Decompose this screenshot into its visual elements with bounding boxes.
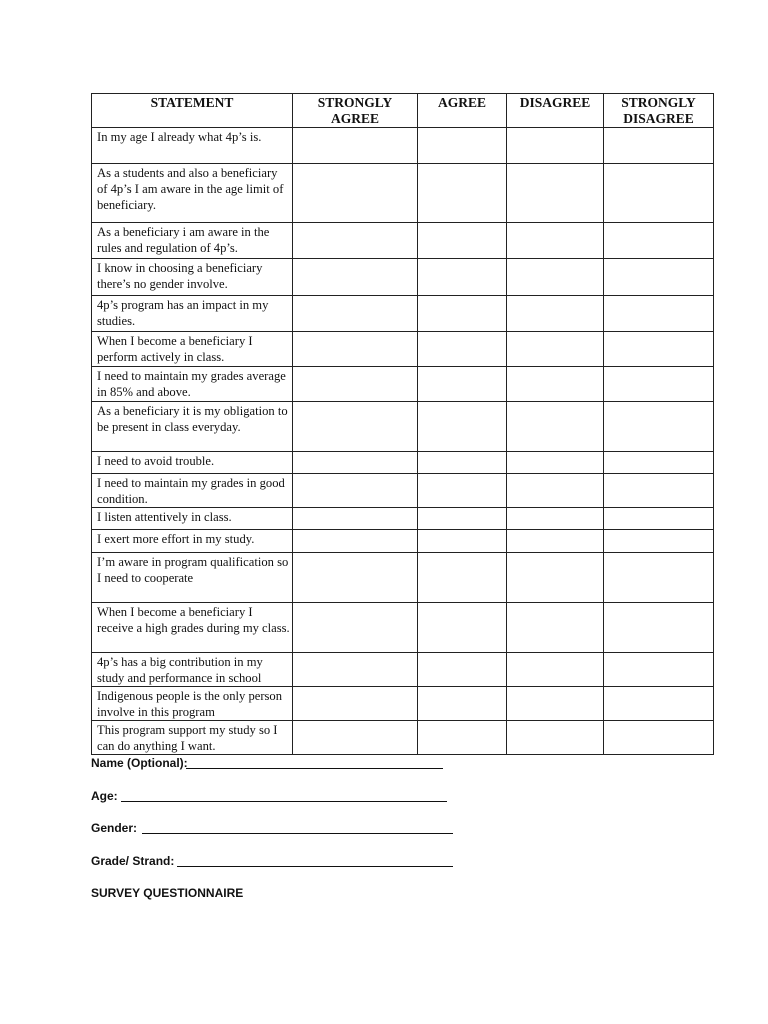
gender-field-label: Gender: <box>91 821 138 835</box>
table-row <box>92 259 714 296</box>
header-agree: AGREE <box>418 94 507 128</box>
response-cell-strongly-agree[interactable] <box>293 653 418 687</box>
response-cell-disagree[interactable] <box>507 296 604 332</box>
table-row <box>92 128 714 164</box>
response-cell-disagree[interactable] <box>507 474 604 508</box>
table-row <box>92 367 714 402</box>
statement-cell: When I become a beneficiary I perform actively in class. <box>92 332 293 367</box>
age-field-label: Age: <box>91 789 118 803</box>
response-cell-strongly-agree[interactable] <box>293 296 418 332</box>
statement-cell: I need to maintain my grades average in 85% and above. <box>92 367 293 402</box>
response-cell-strongly-disagree[interactable] <box>604 402 714 452</box>
response-cell-strongly-agree[interactable] <box>293 367 418 402</box>
table-row <box>92 223 714 259</box>
header-strongly-disagree: STRONGLY DISAGREE <box>604 94 714 128</box>
statement-cell: In my age I already what 4p’s is. <box>92 128 293 164</box>
response-cell-disagree[interactable] <box>507 553 604 603</box>
grade-strand-field-line[interactable] <box>177 866 453 867</box>
statement-cell: I need to avoid trouble. <box>92 452 293 474</box>
response-cell-strongly-disagree[interactable] <box>604 474 714 508</box>
response-cell-disagree[interactable] <box>507 653 604 687</box>
response-cell-agree[interactable] <box>418 721 507 755</box>
response-cell-agree[interactable] <box>418 164 507 223</box>
response-cell-strongly-agree[interactable] <box>293 164 418 223</box>
response-cell-disagree[interactable] <box>507 164 604 223</box>
response-cell-strongly-disagree[interactable] <box>604 223 714 259</box>
statement-cell: I exert more effort in my study. <box>92 530 293 553</box>
response-cell-strongly-disagree[interactable] <box>604 508 714 530</box>
response-cell-agree[interactable] <box>418 530 507 553</box>
response-cell-disagree[interactable] <box>507 508 604 530</box>
response-cell-strongly-agree[interactable] <box>293 603 418 653</box>
response-cell-strongly-disagree[interactable] <box>604 603 714 653</box>
response-cell-disagree[interactable] <box>507 687 604 721</box>
table-row <box>92 402 714 452</box>
table-row <box>92 452 714 474</box>
statement-cell: I need to maintain my grades in good condition. <box>92 474 293 508</box>
response-cell-agree[interactable] <box>418 223 507 259</box>
table-row <box>92 332 714 367</box>
response-cell-disagree[interactable] <box>507 259 604 296</box>
response-cell-agree[interactable] <box>418 553 507 603</box>
response-cell-strongly-disagree[interactable] <box>604 721 714 755</box>
survey-caption: SURVEY QUESTIONNAIRE <box>91 886 244 900</box>
response-cell-disagree[interactable] <box>507 128 604 164</box>
statement-cell: I know in choosing a beneficiary there’s no gender involve. <box>92 259 293 296</box>
response-cell-agree[interactable] <box>418 367 507 402</box>
response-cell-strongly-agree[interactable] <box>293 452 418 474</box>
response-cell-agree[interactable] <box>418 687 507 721</box>
statement-cell: This program support my study so I can do anything I want. <box>92 721 293 755</box>
response-cell-disagree[interactable] <box>507 452 604 474</box>
response-cell-agree[interactable] <box>418 332 507 367</box>
statement-cell: When I become a beneficiary I receive a high grades during my class. <box>92 603 293 653</box>
response-cell-strongly-agree[interactable] <box>293 530 418 553</box>
response-cell-strongly-disagree[interactable] <box>604 296 714 332</box>
response-cell-disagree[interactable] <box>507 530 604 553</box>
response-cell-disagree[interactable] <box>507 332 604 367</box>
response-cell-strongly-disagree[interactable] <box>604 530 714 553</box>
response-cell-strongly-agree[interactable] <box>293 553 418 603</box>
response-cell-disagree[interactable] <box>507 603 604 653</box>
response-cell-agree[interactable] <box>418 259 507 296</box>
response-cell-agree[interactable] <box>418 653 507 687</box>
statement-cell: I listen attentively in class. <box>92 508 293 530</box>
response-cell-strongly-disagree[interactable] <box>604 687 714 721</box>
gender-field-line[interactable] <box>142 833 453 834</box>
table-row <box>92 553 714 603</box>
response-cell-strongly-disagree[interactable] <box>604 164 714 223</box>
response-cell-strongly-agree[interactable] <box>293 687 418 721</box>
table-row <box>92 687 714 721</box>
header-statement: STATEMENT <box>92 94 293 128</box>
response-cell-strongly-agree[interactable] <box>293 332 418 367</box>
statement-cell: I’m aware in program qualification so I need to cooperate <box>92 553 293 603</box>
response-cell-strongly-agree[interactable] <box>293 128 418 164</box>
name-field-label: Name (Optional): <box>91 756 188 770</box>
table-row <box>92 603 714 653</box>
response-cell-agree[interactable] <box>418 296 507 332</box>
statement-cell: As a students and also a beneficiary of 4p’s I am aware in the age limit of beneficiary. <box>92 164 293 223</box>
header-strongly-agree: STRONGLY AGREE <box>293 94 418 128</box>
response-cell-strongly-disagree[interactable] <box>604 452 714 474</box>
statement-cell: 4p’s program has an impact in my studies. <box>92 296 293 332</box>
response-cell-strongly-agree[interactable] <box>293 223 418 259</box>
table-row <box>92 530 714 553</box>
response-cell-agree[interactable] <box>418 402 507 452</box>
table-row <box>92 474 714 508</box>
response-cell-agree[interactable] <box>418 474 507 508</box>
header-disagree: DISAGREE <box>507 94 604 128</box>
response-cell-disagree[interactable] <box>507 223 604 259</box>
response-cell-strongly-disagree[interactable] <box>604 553 714 603</box>
response-cell-strongly-agree[interactable] <box>293 402 418 452</box>
header-row <box>92 94 714 128</box>
response-cell-strongly-disagree[interactable] <box>604 259 714 296</box>
response-cell-disagree[interactable] <box>507 402 604 452</box>
response-cell-agree[interactable] <box>418 603 507 653</box>
response-cell-strongly-agree[interactable] <box>293 721 418 755</box>
grade-strand-field-label: Grade/ Strand: <box>91 854 175 868</box>
table-row <box>92 721 714 755</box>
response-cell-strongly-disagree[interactable] <box>604 128 714 164</box>
statement-cell: As a beneficiary i am aware in the rules and regulation of 4p’s. <box>92 223 293 259</box>
response-cell-strongly-disagree[interactable] <box>604 653 714 687</box>
response-cell-disagree[interactable] <box>507 367 604 402</box>
statement-cell: As a beneficiary it is my obligation to be present in class everyday. <box>92 402 293 452</box>
table-row <box>92 164 714 223</box>
table-row <box>92 508 714 530</box>
statement-cell: Indigenous people is the only person involve in this program <box>92 687 293 721</box>
response-cell-strongly-disagree[interactable] <box>604 332 714 367</box>
response-cell-disagree[interactable] <box>507 721 604 755</box>
statement-cell: 4p’s has a big contribution in my study and performance in school <box>92 653 293 687</box>
response-cell-agree[interactable] <box>418 128 507 164</box>
name-field-line[interactable] <box>186 768 443 769</box>
response-cell-strongly-agree[interactable] <box>293 474 418 508</box>
response-cell-strongly-agree[interactable] <box>293 508 418 530</box>
response-cell-agree[interactable] <box>418 452 507 474</box>
response-cell-agree[interactable] <box>418 508 507 530</box>
response-cell-strongly-disagree[interactable] <box>604 367 714 402</box>
table-row <box>92 653 714 687</box>
response-cell-strongly-agree[interactable] <box>293 259 418 296</box>
age-field-line[interactable] <box>121 801 447 802</box>
table-row <box>92 296 714 332</box>
survey-table <box>91 93 714 755</box>
